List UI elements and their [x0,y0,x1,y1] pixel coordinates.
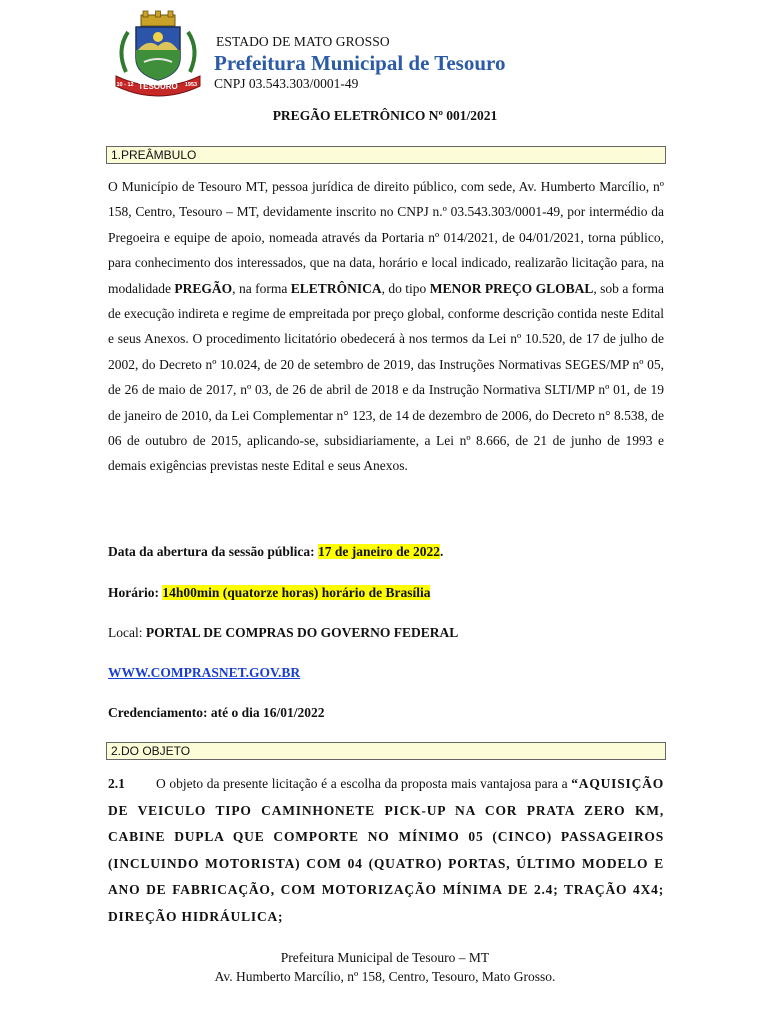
state-name: ESTADO DE MATO GROSSO [216,34,390,49]
crest-date-left: 10 - 12 [116,82,134,88]
crest-banner-text: TESOURO [138,82,178,91]
section-heading-preambulo: 1.PREÂMBULO [106,146,666,164]
document-title: PREGÃO ELETRÔNICO Nº 001/2021 [272,108,498,123]
cnpj-number: CNPJ 03.543.303/0001-49 [214,76,359,91]
page-footer [0,948,770,986]
clause-number: 2.1 [108,776,125,791]
time-line: Horário: 14h00min (quatorze horas) horário de Brasília [108,585,431,600]
location-value: PORTAL DE COMPRAS DO GOVERNO FEDERAL [145,625,459,640]
section-heading-objeto: 2.DO OBJETO [106,742,666,760]
opening-date-line: Data da abertura da sessão pública: 17 de janeiro de 2022. [108,544,444,559]
comprasnet-link-line [108,665,300,681]
location-line: Local: PORTAL DE COMPRAS DO GOVERNO FEDERAL [108,625,459,640]
letterhead [108,10,668,98]
footer-line-2: Av. Humberto Marcílio, nº 158, Centro, Tesouro, Mato Grosso. [214,969,556,984]
opening-date-value: 17 de janeiro de 2022 [318,544,441,559]
letterhead-text [214,34,505,92]
credenciamento-line: Credenciamento: até o dia 16/01/2022 [108,705,325,720]
time-value: 14h00min (quatorze horas) horário de Brasília [162,585,431,600]
crest-date-right: 1953 [184,82,198,88]
footer-line-1: Prefeitura Municipal de Tesouro – MT [280,950,490,965]
preamble-paragraph: O Município de Tesouro MT, pessoa jurídica de direito público, com sede, Av. Humberto Marcílio, nº 158, Centro, Tesouro – MT, devidamente inscrito no CNPJ n.º 03.543.303/0001-49, por intermédio da Pregoeira e equipe de apoio, nomeada através da Portaria nº 014/2021, de 04/01/2021, torna público, para conhecimento dos interessados, que na data, horário e local indicado, realizarão licitação para, na modalidade PREGÃO, na forma ELETRÔNICA, do tipo MENOR PREÇO GLOBAL, sob a forma de execução indireta e regime de empreitada por preço global, conforme descrição contida neste Edital e seus Anexos. O procedimento licitatório obedecerá à nos termos da Lei nº 10.520, de 17 de julho de 2002, do Decreto nº 10.024, de 20 de setembro de 2019, das Instruções Normativas SEGES/MP nº 05, de 26 de maio de 2017, nº 03, de 26 de abril de 2018 e da Instrução Normativa SLTI/MP nº 01, de 19 de janeiro de 2010, da Lei Complementar n° 123, de 14 de dezembro de 2006, do Decreto n° 8.538, de 06 de outubro de 2015, aplicando-se, subsidiariamente, a Lei nº 8.666, de 21 de junho de 1993 e demais exigências previstas neste Edital e seus Anexos. [108,179,664,474]
comprasnet-link[interactable]: WWW.COMPRASNET.GOV.BR [108,665,301,680]
municipal-crest-icon [108,10,208,98]
object-description: “AQUISIÇÃO DE VEICULO TIPO CAMINHONETE PICK-UP NA COR PRATA ZERO KM, CABINE DUPLA QUE COMPORTE NO MÍNIMO 05 (CINCO) PASSAGEIROS (INCLUINDO MOTORISTA) COM 04 (QUATRO) PORTAS, ÚLTIMO MODELO E ANO DE FABRICAÇÃO, COM MOTORIZAÇÃO MÍNIMA DE 2.4; TRAÇÃO 4X4; DIREÇÃO HIDRÁULICA; [108,776,664,924]
object-paragraph: 2.1 O objeto da presente licitação é a escolha da proposta mais vantajosa para a “AQUISIÇÃO DE VEICULO TIPO CAMINHONETE PICK-UP NA COR PRATA ZERO KM, CABINE DUPLA QUE COMPORTE NO MÍNIMO 05 (CINCO) PASSAGEIROS (INCLUINDO MOTORISTA) COM 04 (QUATRO) PORTAS, ÚLTIMO MODELO E ANO DE FABRICAÇÃO, COM MOTORIZAÇÃO MÍNIMA DE 2.4; TRAÇÃO 4X4; DIREÇÃO HIDRÁULICA; [108,771,664,931]
city-hall-name: Prefeitura Municipal de Tesouro [214,51,506,75]
